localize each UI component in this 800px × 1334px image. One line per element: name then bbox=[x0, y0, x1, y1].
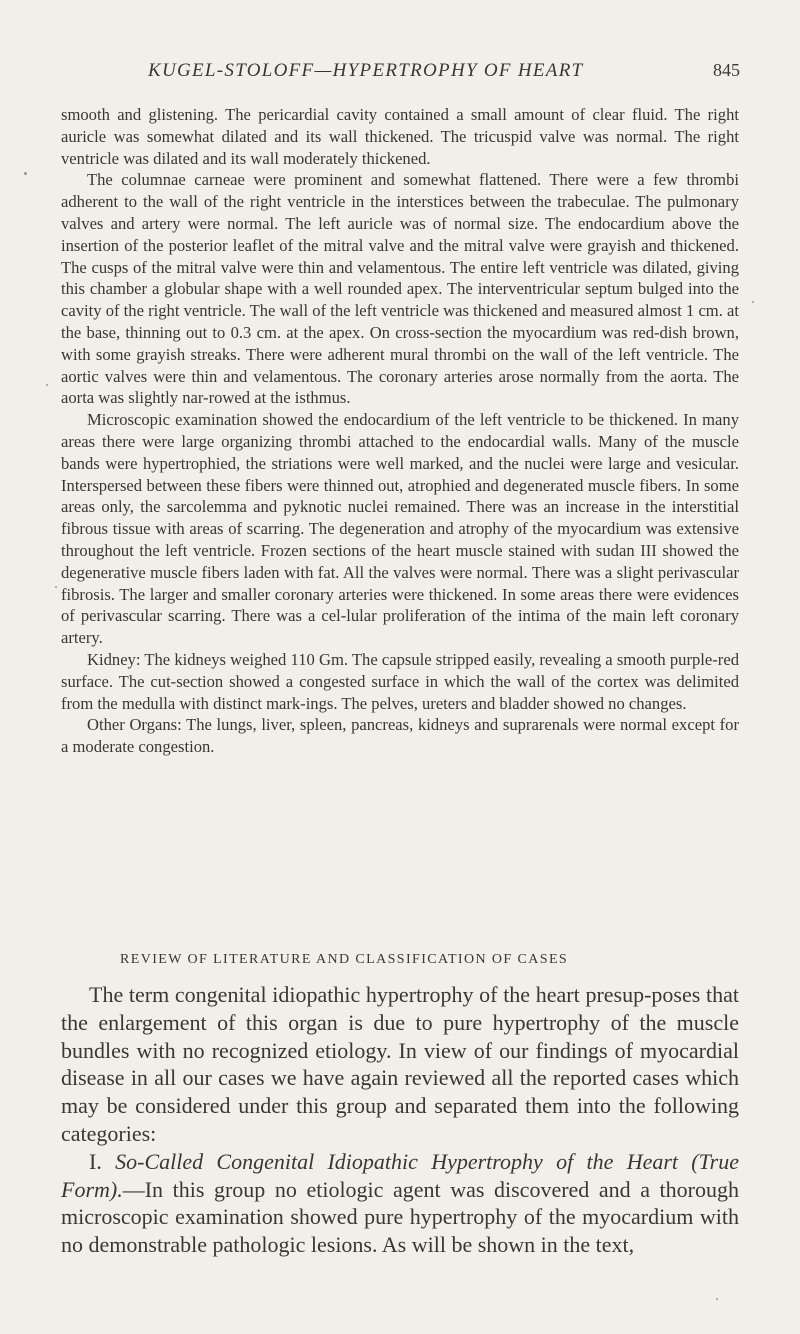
paragraph-other-organs bbox=[61, 714, 739, 758]
page-number: 845 bbox=[713, 60, 740, 80]
page-header bbox=[60, 58, 740, 88]
paragraph-heart-chambers: The columnae carneae were prominent and somewhat flattened. There were a few thrombi adherent to the wall of the right ventricle in the interstices between the trabeculae. The pulmonary valves and artery were normal. The left auricle was of normal size. The endocardium above the insertion of the posterior leaflet of the mitral valve and the mitral valve were grayish and thickened. The cusps of the mitral valve were thin and velamentous. The entire left ventricle was dilated, giving this chamber a globular shape with a well rounded apex. The interventricular septum bulged into the cavity of the right ventricle. The wall of the left ventricle was thickened and measured almost 1 cm. at the base, thinning out to 0.3 cm. at the apex. On cross-section the myocardium was red-dish brown, with some grayish streaks. There were adherent mural thrombi on the wall of the left ventricle. The aortic valves were thin and velamentous. The coronary arteries arose normally from the aorta. The aorta was slightly nar-rowed at the isthmus. bbox=[61, 170, 739, 408]
paper-speck bbox=[752, 301, 754, 303]
paragraph-kidney bbox=[61, 649, 739, 714]
review-body bbox=[61, 981, 739, 1259]
running-head: KUGEL-STOLOFF—HYPERTROPHY OF HEART bbox=[148, 60, 584, 81]
paragraph-review-intro: The term congenital idiopathic hypertrophy of the heart presup-poses that the enlargement of this organ is due to pure hypertrophy of the muscle bundles with no recognized etiology. In view of our findings of myocardial disease in all our cases we have again reviewed all the reported cases which may be considered under this group and separated them into the following categories: bbox=[61, 982, 739, 1146]
paper-speck bbox=[24, 172, 27, 175]
category-title: So-Called Congenital Idiopathic Hypertrophy of the Heart (True Form). bbox=[61, 1148, 739, 1202]
paper-speck bbox=[46, 384, 48, 386]
category-number: I. bbox=[89, 1148, 116, 1174]
category-text: —In this group no etiologic agent was discovered and a thorough microscopic examination showed pure hypertrophy of the myocardium with no demonstrable pathologic lesions. As will be shown in the text, bbox=[61, 1176, 739, 1258]
paragraph-microscopic: Microscopic examination showed the endocardium of the left ventricle to be thickened. In many areas there were large organizing thrombi attached to the endocardial walls. Many of the muscle bands were hypertrophied, the striations were well marked, and the nuclei were large and vesicular. Interspersed between these fibers were thinned out, atrophied and degenerated muscle fibers. In some areas only, the sarcolemma and pyknotic nuclei remained. There was an increase in the interstitial fibrous tissue with areas of scarring. The degeneration and atrophy of the myocardium was extensive throughout the left ventricle. Frozen sections of the heart muscle stained with sudan III showed the degenerative muscle fibers laden with fat. All the valves were normal. There was a slight perivascular fibrosis. The larger and smaller coronary arteries were thickened. In some areas there were evidences of perivascular scarring. There was a cel-lular proliferation of the intima of the main left coronary artery. bbox=[61, 410, 739, 648]
other-organs-lead: Other Organs: bbox=[87, 715, 182, 735]
other-organs-text: The lungs, liver, spleen, pancreas, kidneys and suprarenals were normal except for a moderate congestion. bbox=[61, 715, 739, 757]
paragraph-category-one bbox=[61, 1148, 739, 1259]
paper-speck bbox=[716, 1298, 718, 1300]
paper-speck bbox=[55, 586, 57, 588]
section-heading: REVIEW OF LITERATURE AND CLASSIFICATION OF CASES bbox=[120, 952, 569, 967]
kidney-lead: Kidney: bbox=[87, 649, 141, 669]
case-report-body bbox=[61, 104, 739, 758]
kidney-text: The kidneys weighed 110 Gm. The capsule stripped easily, revealing a smooth purple-red surface. The cut-section showed a congested surface in which the wall of the cortex was delimited from the medulla with distinct mark-ings. The pelves, ureters and bladder showed no changes. bbox=[61, 649, 739, 713]
paragraph-pericardium: smooth and glistening. The pericardial cavity contained a small amount of clear fluid. The right auricle was somewhat dilated and its wall thickened. The tricuspid valve was normal. The right ventricle was dilated and its wall moderately thickened. bbox=[61, 105, 739, 168]
